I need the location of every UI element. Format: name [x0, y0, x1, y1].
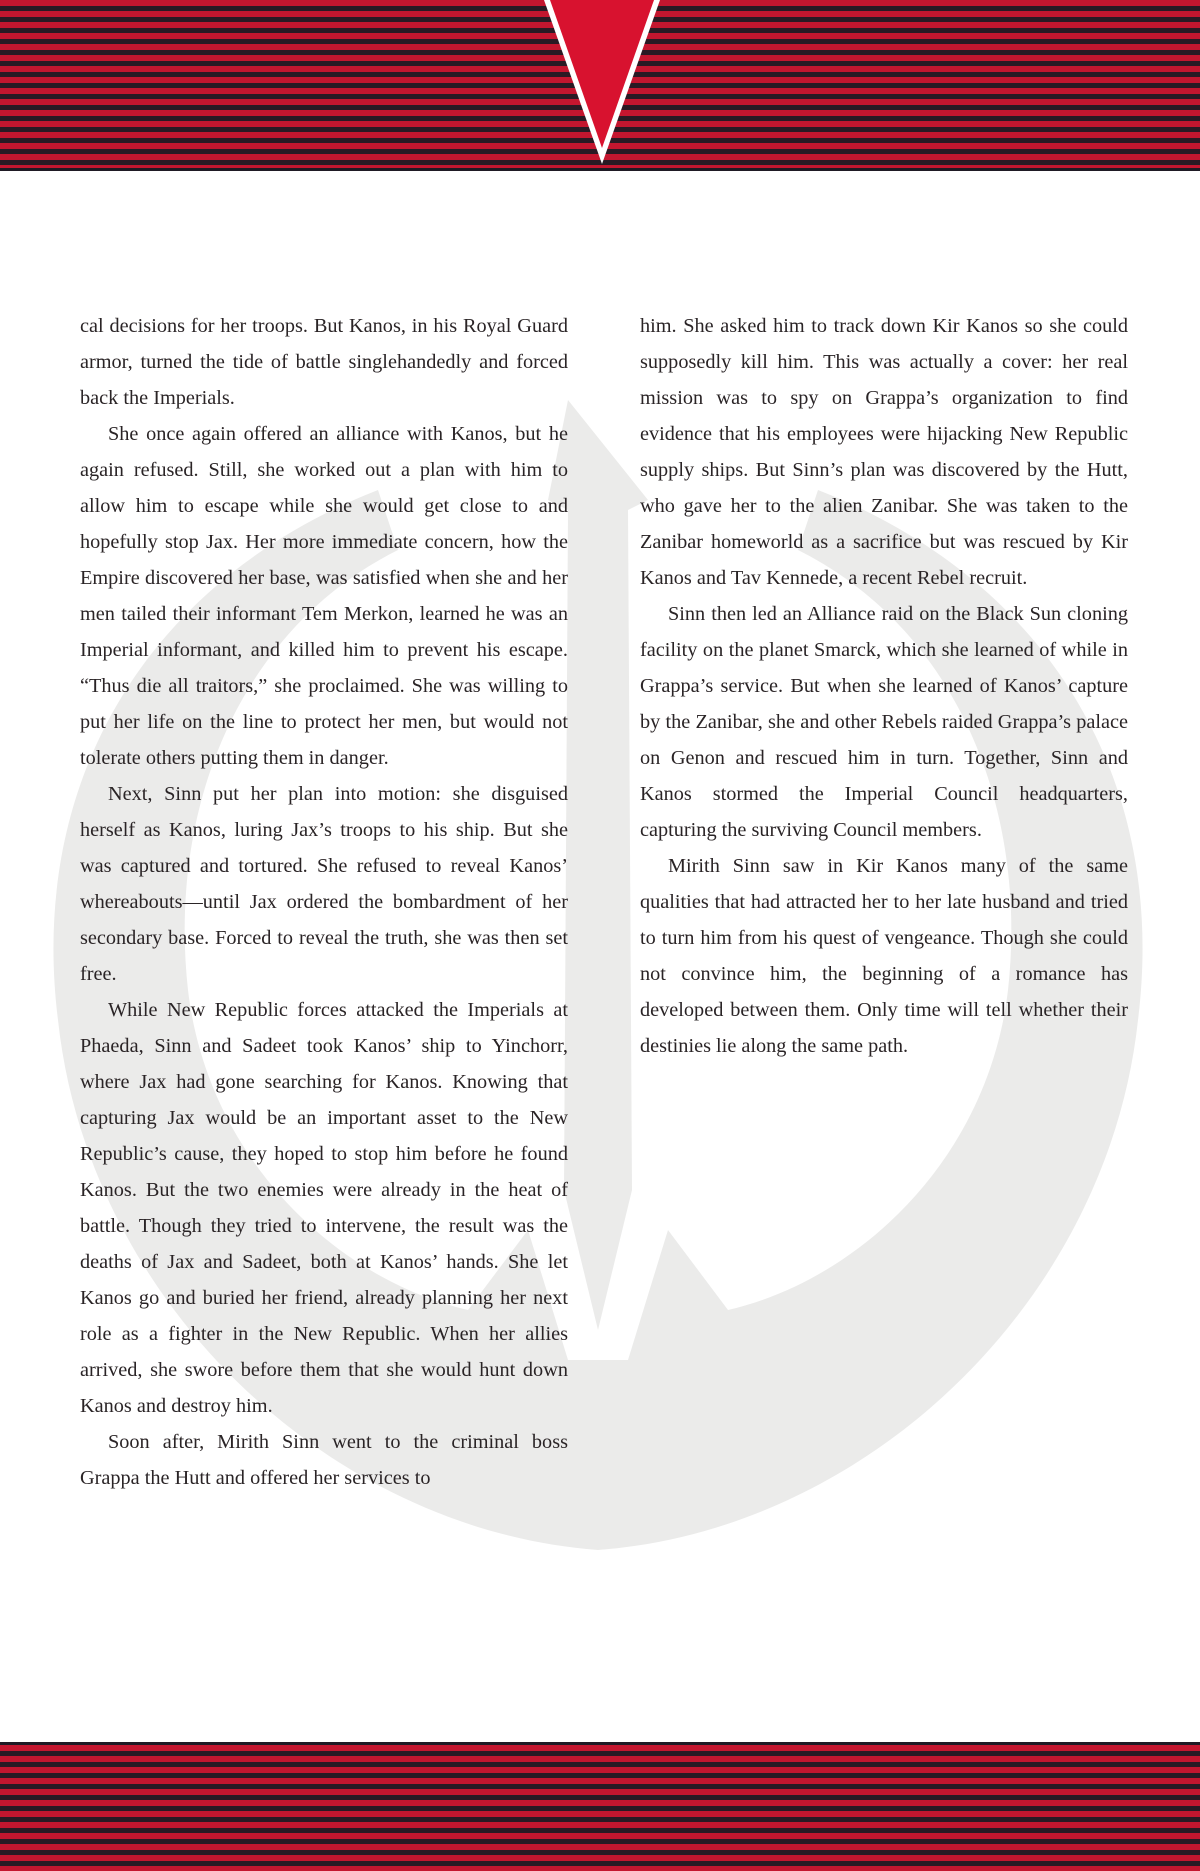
bottom-stripe-band	[0, 1742, 1200, 1871]
right-text-column	[640, 308, 1128, 1064]
paragraph: While New Republic forces attacked the Imperials at Phaeda, Sinn and Sadeet took Kanos’ ship to Yinchorr, where Jax had gone searching for Kanos. Knowing that capturing Jax would be an important asset to the New Republic’s cause, they hoped to stop him before he found Kanos. But the two enemies were already in the heat of battle. Though they tried to intervene, the result was the deaths of Jax and Sadeet, both at Kanos’ hands. She let Kanos go and buried her friend, already planning her next role as a fighter in the New Republic. When her allies arrived, she swore before them that she would hunt down Kanos and destroy him.	[80, 999, 568, 1417]
paragraph: Next, Sinn put her plan into motion: she disguised herself as Kanos, luring Jax’s troops to his ship. But she was captured and tortured. She refused to reveal Kanos’ whereabouts—until Jax ordered the bombardment of her secondary base. Forced to reveal the truth, she was then set free.	[80, 783, 568, 985]
left-text-column	[80, 308, 568, 1496]
paragraph: Sinn then led an Alliance raid on the Black Sun cloning facility on the planet Smarck, which she learned of while in Grappa’s service. But when she learned of Kanos’ capture by the Zanibar, she and other Rebels raided Grappa’s palace on Genon and rescued him in turn. Together, Sinn and Kanos stormed the Imperial Council headquarters, capturing the surviving Council members.	[640, 603, 1128, 841]
red-downward-triangle-icon	[536, 0, 668, 172]
paragraph: She once again offered an alliance with Kanos, but he again refused. Still, she worked out a plan with him to allow him to escape while she would get close to and hopefully stop Jax. Her more immediate concern, how the Empire discovered her base, was satisfied when she and her men tailed their informant Tem Merkon, learned he was an Imperial informant, and killed him to prevent his escape. “Thus die all traitors,” she proclaimed. She was willing to put her life on the line to protect her men, but would not tolerate others putting them in danger.	[80, 423, 568, 769]
paragraph: cal decisions for her troops. But Kanos, in his Royal Guard armor, turned the tide of battle singlehandedly and forced back the Imperials.	[80, 315, 568, 409]
paragraph: him. She asked him to track down Kir Kanos so she could supposedly kill him. This was actually a cover: her real mission was to spy on Grappa’s organization to find evidence that his employees were hijacking New Republic supply ships. But Sinn’s plan was discovered by the Hutt, who gave her to the alien Zanibar. She was taken to the Zanibar homeworld as a sacrifice but was rescued by Kir Kanos and Tav Kennede, a recent Rebel recruit.	[640, 315, 1128, 589]
paragraph: Soon after, Mirith Sinn went to the criminal boss Grappa the Hutt and offered her services to	[80, 1431, 568, 1489]
paragraph: Mirith Sinn saw in Kir Kanos many of the same qualities that had attracted her to her late husband and tried to turn him from his quest of vengeance. Though she could not convince him, the beginning of a romance has developed between them. Only time will tell whether their destinies lie along the same path.	[640, 855, 1128, 1057]
